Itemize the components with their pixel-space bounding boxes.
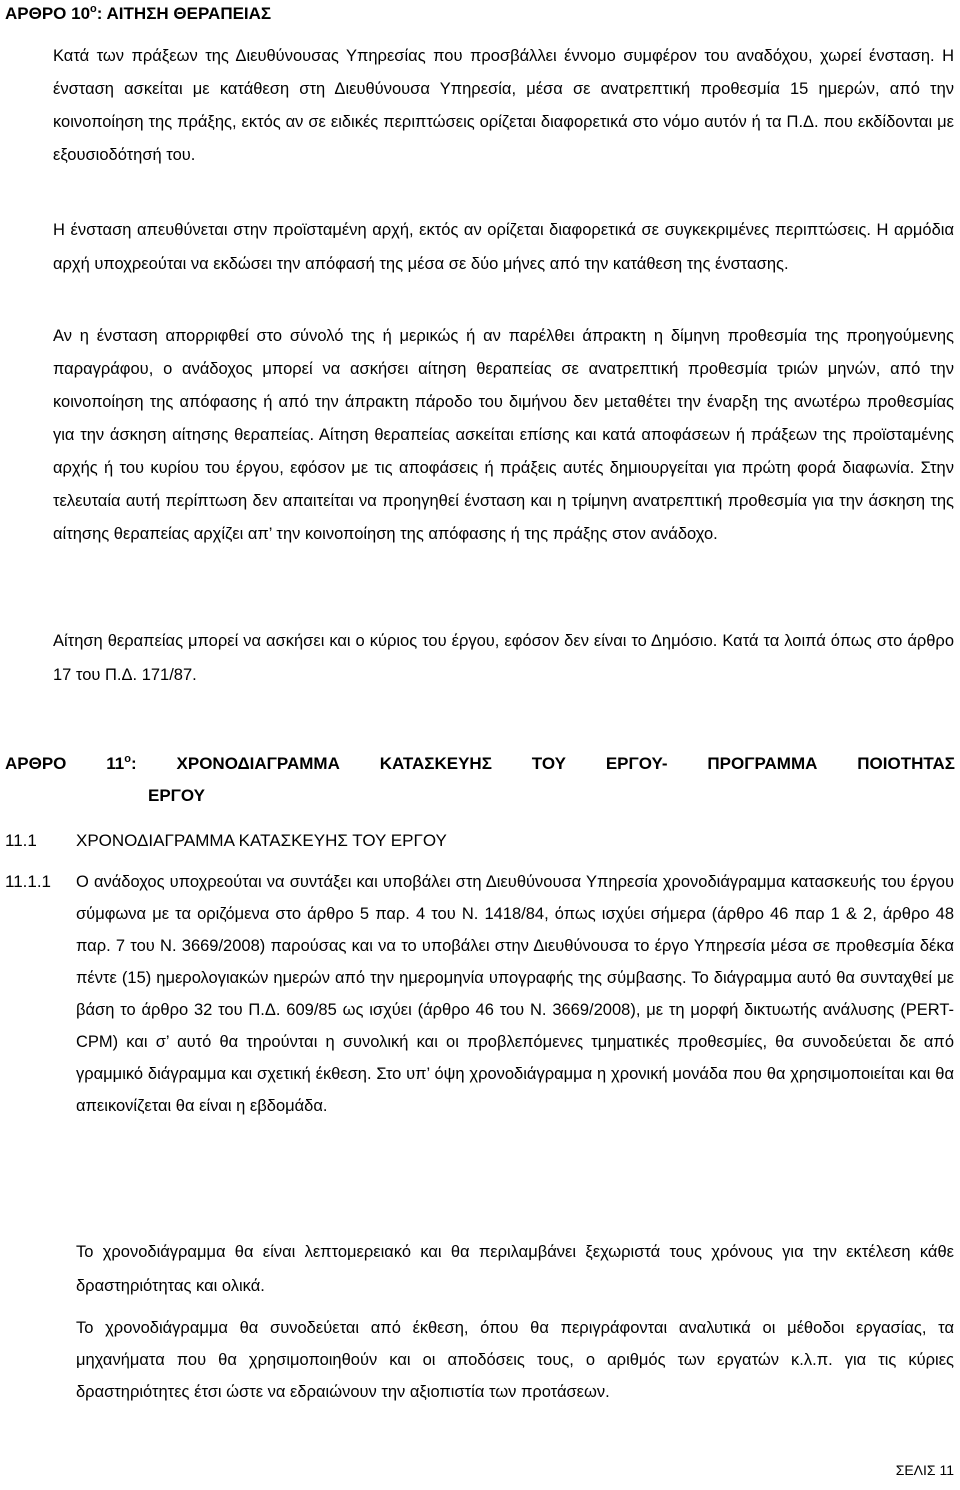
article-11-title-prefix: ΑΡΘΡΟ 11 [5,754,125,773]
article-11-title-line2: ΕΡΓΟΥ [148,786,205,805]
section-11-1-title: ΧΡΟΝΟΔΙΑΓΡΑΜΜΑ ΚΑΤΑΣΚΕΥΗΣ ΤΟΥ ΕΡΓΟΥ [76,831,447,850]
article-10-paragraph-2: Η ένσταση απευθύνεται στην προϊσταμένη αρχή, εκτός αν ορίζεται διαφορετικά σε συγκεκριμένες περιπτώσεις. Η αρμόδια αρχή υποχρεούται να εκδώσει την απόφασή της μέσα σε δύο μήνες από την κατάθεση της ένστασης. [53,221,954,273]
article-10-title-suffix: : ΑΙΤΗΣΗ ΘΕΡΑΠΕΙΑΣ [96,4,272,23]
article-11-ordinal: ο [124,753,131,765]
item-11-1-1-paragraph-3: Το χρονοδιάγραμμα θα συνοδεύεται από έκθεση, όπου θα περιγράφονται αναλυτικά οι μέθοδοι εργασίας, τα μηχανήματα που θα χρησιμοποιηθούν και οι αποδόσεις τους, ο αριθμός των εργατών κ.λ.π. για τις κύριες δραστηριότητες έτσι ώστε να εδραιώνουν την αξιοπιστία των προτάσεων. [76,1319,954,1401]
article-10-ordinal: ο [90,3,97,15]
section-11-1-number: 11.1 [5,831,37,850]
page-number: ΣΕΛΙΣ 11 [895,1462,954,1478]
article-11-title-line1: : ΧΡΟΝΟΔΙΑΓΡΑΜΜΑ ΚΑΤΑΣΚΕΥΗΣ ΤΟΥ ΕΡΓΟΥ- ΠΡΟΓΡΑΜΜΑ ΠΟΙΟΤΗΤΑΣ [130,754,955,773]
article-10-paragraph-3: Αν η ένσταση απορριφθεί στο σύνολό της ή μερικώς ή αν παρέλθει άπρακτη η δίμηνη προθεσμία της προηγούμενης παραγράφου, ο ανάδοχος μπορεί να ασκήσει αίτηση θεραπείας σε ανατρεπτική προθεσμία τριών μηνών, από την κοινοποίηση της απόφασης ή από την άπρακτη πάροδο του διμήνου δεν μεταθέτει την έναρξη της ανωτέρω προθεσμίας για την άσκηση αίτησης θεραπείας. Αίτηση θεραπείας ασκείται επίσης και κατά αποφάσεων ή πράξεων της προϊσταμένης αρχής ή του κυρίου του έργου, εφόσον με τις αποφάσεις ή πράξεις αυτές δημιουργείται για πρώτη φορά διαφωνία. Στην τελευταία αυτή περίπτωση δεν απαιτείται να προηγηθεί ένσταση και η τρίμηνη ανατρεπτική προθεσμία για την άσκηση της αίτησης θεραπείας αρχίζει απ’ την κοινοποίηση της απόφασης ή της πράξης στον ανάδοχο. [53,327,954,543]
article-10-heading [5,1,271,27]
article-10-paragraph-4: Αίτηση θεραπείας μπορεί να ασκήσει και ο κύριος του έργου, εφόσον δεν είναι το Δημόσιο. Κατά τα λοιπά όπως στο άρθρο 17 του Π.Δ. 171/87. [53,632,954,684]
item-11-1-1-paragraph-1: Ο ανάδοχος υποχρεούται να συντάξει και υποβάλει στη Διευθύνουσα Υπηρεσία χρονοδιάγραμμα κατασκευής του έργου σύμφωνα με τα οριζόμενα στο άρθρο 5 παρ. 4 του Ν. 1418/84, όπως ισχύει σήμερα (άρθρο 46 παρ 1 & 2, άρθρο 48 παρ. 7 του Ν. 3669/2008) παρούσας και να το υποβάλει στην Διευθύνουσα το έργο Υπηρεσία μέσα σε προθεσμία δέκα πέντε (15) ημερολογιακών ημερών από την ημερομηνία υπογραφής της σύμβασης. Το διάγραμμα αυτό θα συνταχθεί με βάση το άρθρο 32 του Π.Δ. 609/85 ως ισχύει (άρθρο 46 του Ν. 3669/2008), με τη μορφή δικτυωτής ανάλυσης (PERT-CPM) και σ’ αυτό θα τηρούνται η συνολική και οι προβλεπόμενες τμηματικές προθεσμίες, θα συνοδεύεται δε από γραμμικό διάγραμμα και σχετική έκθεση. Στο υπ’ όψη χρονοδιάγραμμα η χρονική μονάδα που θα χρησιμοποιείται και θα απεικονίζεται θα είναι η εβδομάδα. [76,873,954,1115]
item-11-1-1-number: 11.1.1 [5,872,52,891]
item-11-1-1-paragraph-2: Το χρονοδιάγραμμα θα είναι λεπτομερειακό και θα περιλαμβάνει ξεχωριστά τους χρόνους για την εκτέλεση κάθε δραστηριότητας και ολικά. [76,1243,954,1295]
article-11-heading [5,748,955,812]
article-10-paragraph-1: Κατά των πράξεων της Διευθύνουσας Υπηρεσίας που προσβάλλει έννομο συμφέρον του αναδόχου, χωρεί ένσταση. Η ένσταση ασκείται με κατάθεση στη Διευθύνουσα Υπηρεσία, μέσα σε ανατρεπτική προθεσμία 15 ημερών, από την κοινοποίηση της πράξης, εκτός αν σε ειδικές περιπτώσεις ορίζεται διαφορετικά στο νόμο αυτόν ή τα Π.Δ. που εκδίδονται με εξουσιοδότησή του. [53,47,954,164]
section-11-1-heading [5,828,447,854]
article-10-title: ΑΡΘΡΟ 10 [5,4,91,23]
